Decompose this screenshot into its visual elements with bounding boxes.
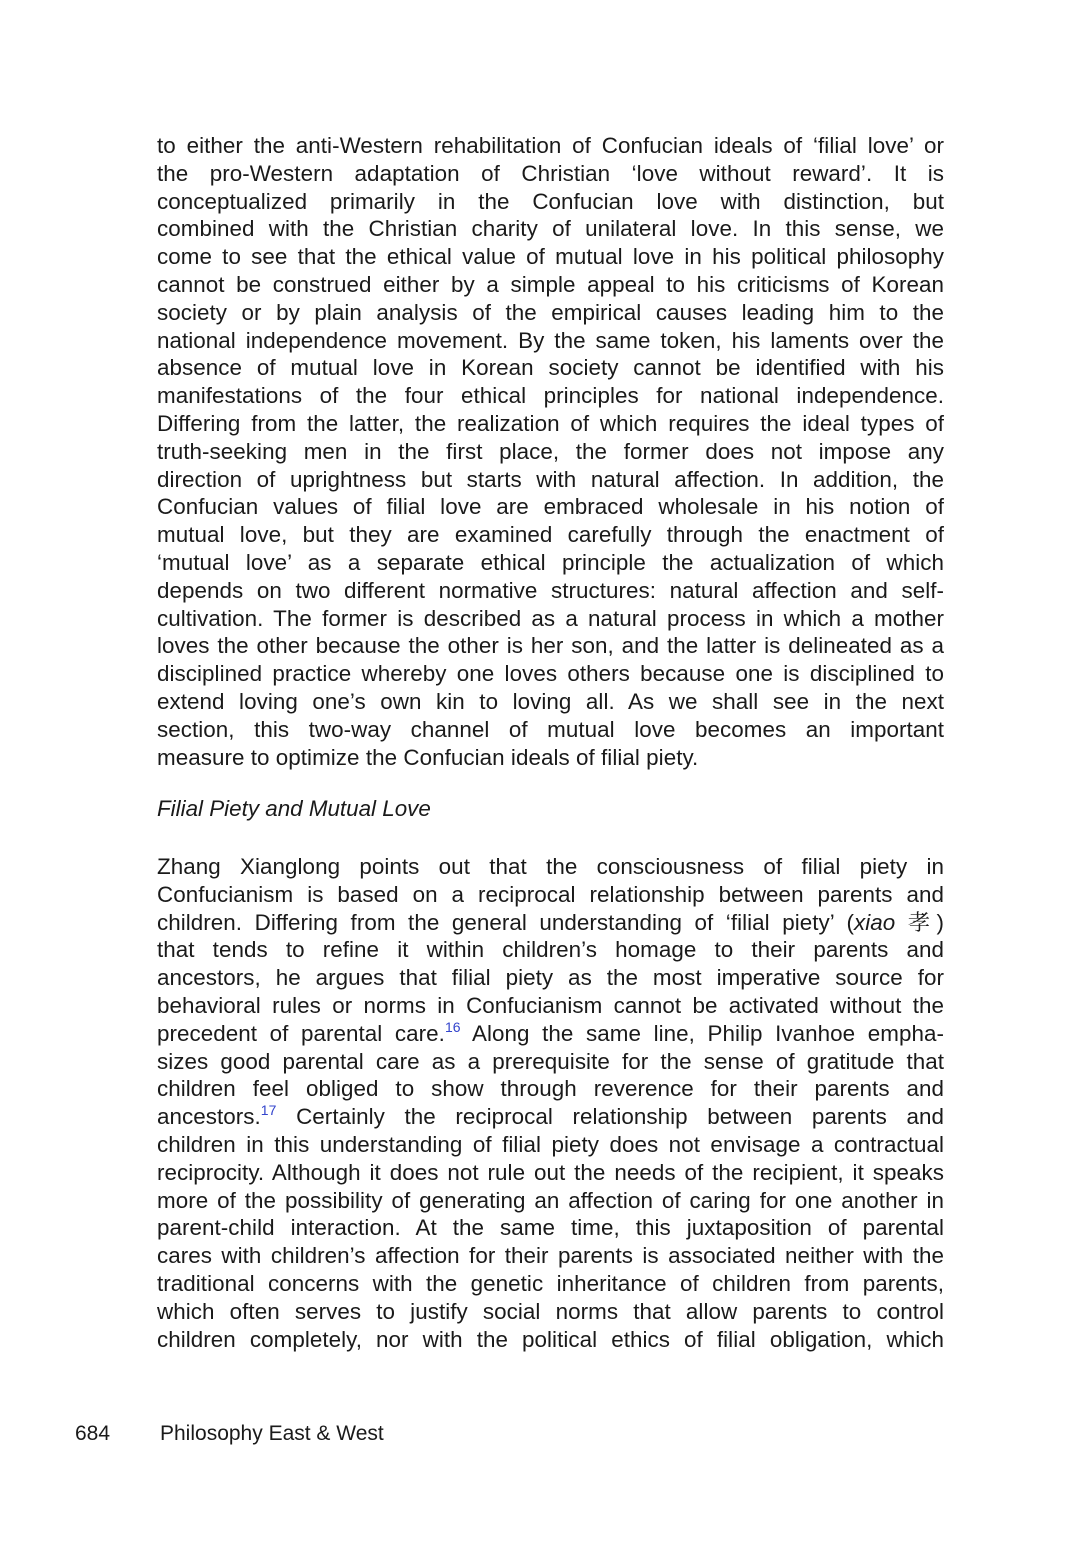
text-line: which often serves to justify social norms that allow parents to control — [157, 1298, 944, 1324]
xiao-term: xiao — [854, 909, 896, 935]
body-paragraph — [157, 853, 944, 1353]
text-line: ‘mutual love’ as a separate ethical principle the actualization of which — [157, 549, 944, 575]
text-line: children in this understanding of filial piety does not envisage a contractual — [157, 1131, 944, 1157]
text-line: sizes good parental care as a prerequisite for the sense of gratitude that — [157, 1048, 944, 1074]
text-line: behavioral rules or norms in Confucianism cannot be activated without the — [157, 992, 944, 1018]
text-line: Confucian values of filial love are embraced wholesale in his notion of — [157, 494, 944, 520]
text-line: come to see that the ethical value of mutual love in his political philosophy — [157, 244, 944, 270]
text-line: more of the possibility of generating an affection of caring for one another in — [157, 1187, 944, 1213]
text-segment: ancestors. — [157, 1104, 261, 1130]
text-line: reciprocity. Although it does not rule out the needs of the recipient, it speaks — [157, 1159, 944, 1185]
text-line: conceptualized primarily in the Confucian love with distinction, but — [157, 188, 944, 214]
text-segment: Along the same line, Philip Ivanhoe empha- — [460, 1020, 945, 1046]
body-paragraph — [157, 132, 944, 771]
text-line: national independence movement. By the same token, his laments over the — [157, 327, 944, 353]
journal-name: Philosophy East & West — [160, 1422, 384, 1445]
text-line: that tends to refine it within children’s homage to their parents and — [157, 937, 944, 963]
text-line: loves the other because the other is her son, and the latter is delineated as a — [157, 633, 944, 659]
text-line — [157, 1020, 944, 1048]
section-heading: Filial Piety and Mutual Love — [157, 796, 431, 821]
text-line: section, this two-way channel of mutual love becomes an important — [157, 716, 944, 742]
text-segment: Certainly the reciprocal relationship between parents and — [276, 1104, 944, 1130]
text-segment: children. Differing from the general understanding of ‘filial piety’ ( — [157, 909, 854, 935]
text-line: direction of uprightness but starts with natural affection. In addition, the — [157, 466, 944, 492]
footnote-ref-16[interactable]: 16 — [444, 1018, 461, 1035]
text-line: depends on two different normative structures: natural affection and self- — [157, 577, 944, 603]
text-line: combined with the Christian charity of unilateral love. In this sense, we — [157, 216, 944, 242]
text-line: cannot be construed either by a simple appeal to his criticisms of Korean — [157, 271, 944, 297]
text-line: disciplined practice whereby one loves others because one is disciplined to — [157, 661, 944, 687]
text-line: children completely, nor with the political ethics of filial obligation, which — [157, 1326, 944, 1352]
text-line: truth-seeking men in the first place, the former does not impose any — [157, 438, 944, 464]
text-line: absence of mutual love in Korean society cannot be identified with his — [157, 355, 944, 381]
text-line: measure to optimize the Confucian ideals of filial piety. — [157, 744, 699, 770]
text-line: to either the anti-Western rehabilitation of Confucian ideals of ‘filial love’ or — [157, 133, 944, 158]
text-line: children feel obliged to show through reverence for their parents and — [157, 1076, 944, 1102]
text-line: parent-child interaction. At the same time, this juxtaposition of parental — [157, 1215, 944, 1241]
footnote-ref-17[interactable]: 17 — [260, 1102, 277, 1119]
text-line: cultivation. The former is described as a natural process in which a mother — [157, 605, 944, 631]
text-line: Confucianism is based on a reciprocal relationship between parents and — [157, 881, 944, 907]
text-line: cares with children’s affection for their parents is associated neither with the — [157, 1243, 944, 1269]
text-line: ancestors, he argues that filial piety as the most imperative source for — [157, 965, 944, 991]
text-line: the pro-Western adaptation of Christian ‘love without reward’. It is — [157, 160, 944, 186]
text-line: society or by plain analysis of the empirical causes leading him to the — [157, 299, 944, 325]
text-segment: precedent of parental care. — [157, 1020, 445, 1046]
page-number: 684 — [75, 1422, 111, 1445]
text-line: traditional concerns with the genetic inheritance of children from parents, — [157, 1270, 944, 1296]
text-line — [157, 909, 944, 937]
text-line: Differing from the latter, the realization of which requires the ideal types of — [157, 410, 944, 436]
text-line: extend loving one’s own kin to loving all. As we shall see in the next — [157, 688, 944, 714]
text-line — [157, 1103, 944, 1131]
text-line: mutual love, but they are examined carefully through the enactment of — [157, 522, 944, 548]
text-line: manifestations of the four ethical principles for national independence. — [157, 383, 944, 409]
text-line: Zhang Xianglong points out that the consciousness of filial piety in — [157, 854, 944, 879]
xiao-character: 孝) — [895, 909, 945, 935]
